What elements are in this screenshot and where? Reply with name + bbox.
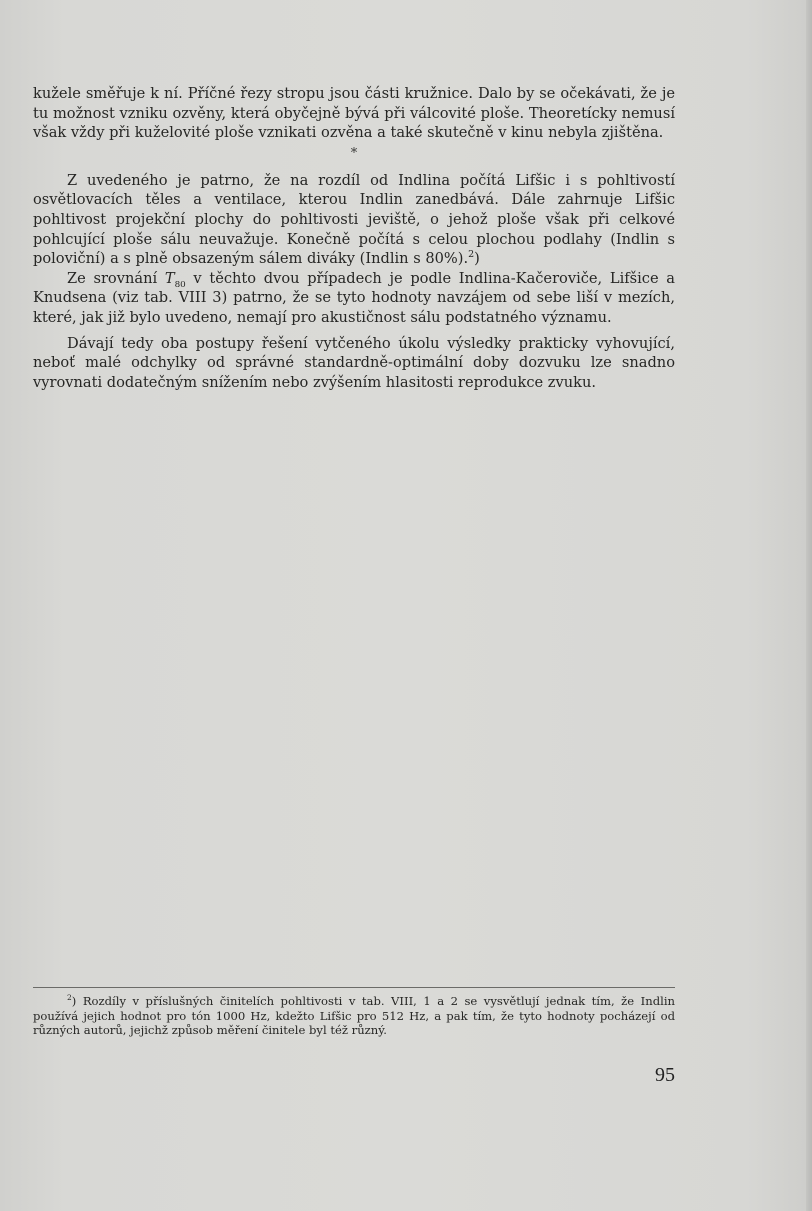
footnote-marker: 2 (67, 993, 72, 1003)
footnote-text (33, 994, 675, 1038)
paragraph-3-text-a: Ze srovnání (67, 269, 165, 287)
paragraph-3 (33, 269, 675, 328)
paragraph-2-text: Z uvedeného je patrno, že na rozdíl od Indlina počítá Lifšic i s pohltivostí osvětlovacích těles a ventilace, kterou Indlin zanedbává. Dále zahrnuje Lifšic pohltivost projekční plochy do pohltivosti jeviště, o jehož ploše však při celkové pohlcující ploše sálu neuvažuje. Konečně počítá s celou plochou podlahy (Indlin s poloviční) a s plně obsazeným sálem diváky (Indlin s 80%). (33, 171, 675, 268)
page-edge (806, 0, 812, 1211)
footnote-marker-paren: ) (71, 994, 77, 1008)
paragraph-4: Dávají tedy oba postupy řešení vytčeného úkolu výsledky prakticky vyhovující, neboť malé odchylky od správné standardně-optimální doby dozvuku lze snadno vyrovnati dodatečným snížením nebo zvýšením hlasitosti reprodukce zvuku. (33, 334, 675, 391)
footnote (33, 994, 675, 1038)
footnote-reference: 2 (468, 249, 475, 261)
paragraph-3-text-b: v těchto dvou případech je podle Indlina-Kačeroviče, Lifšice a Knudsena (viz tab. VIII 3) patrno, že se tyto hodnoty navzájem od sebe liší v mezích, které, jak již bylo uvedeno, nemají pro akustičnost sálu podstatného významu. (33, 269, 676, 326)
page-number: 95 (655, 1064, 675, 1086)
paragraph-2 (33, 171, 675, 269)
section-separator: * (350, 145, 358, 161)
paragraph-1: kužele směřuje k ní. Příčné řezy stropu jsou části kružnice. Dalo by se očekávati, že je tu možnost vzniku ozvěny, která obyčejně bývá při válcovité ploše. Theoretícky nemusí však vždy při kuželovité ploše vznikati ozvěna a také skutečně v kinu nebyla zjištěna. (33, 85, 675, 142)
reverb-symbol-subscript: 80 (174, 279, 186, 290)
reverb-symbol: T (164, 269, 175, 287)
body-text (33, 84, 675, 392)
footnote-divider (33, 987, 675, 988)
footnote-body: Rozdíly v příslušných činitelích pohltivosti v tab. VIII, 1 a 2 se vysvětlují jednak tím, že Indlin používá jejich hodnot pro tón 1000 Hz, kdežto Lifšic pro 512 Hz, a pak tím, že tyto hodnoty pocházejí od různých autorů, jejichž způsob měření činitele byl též různý. (33, 994, 675, 1038)
footnote-reference-paren: ) (474, 250, 480, 268)
